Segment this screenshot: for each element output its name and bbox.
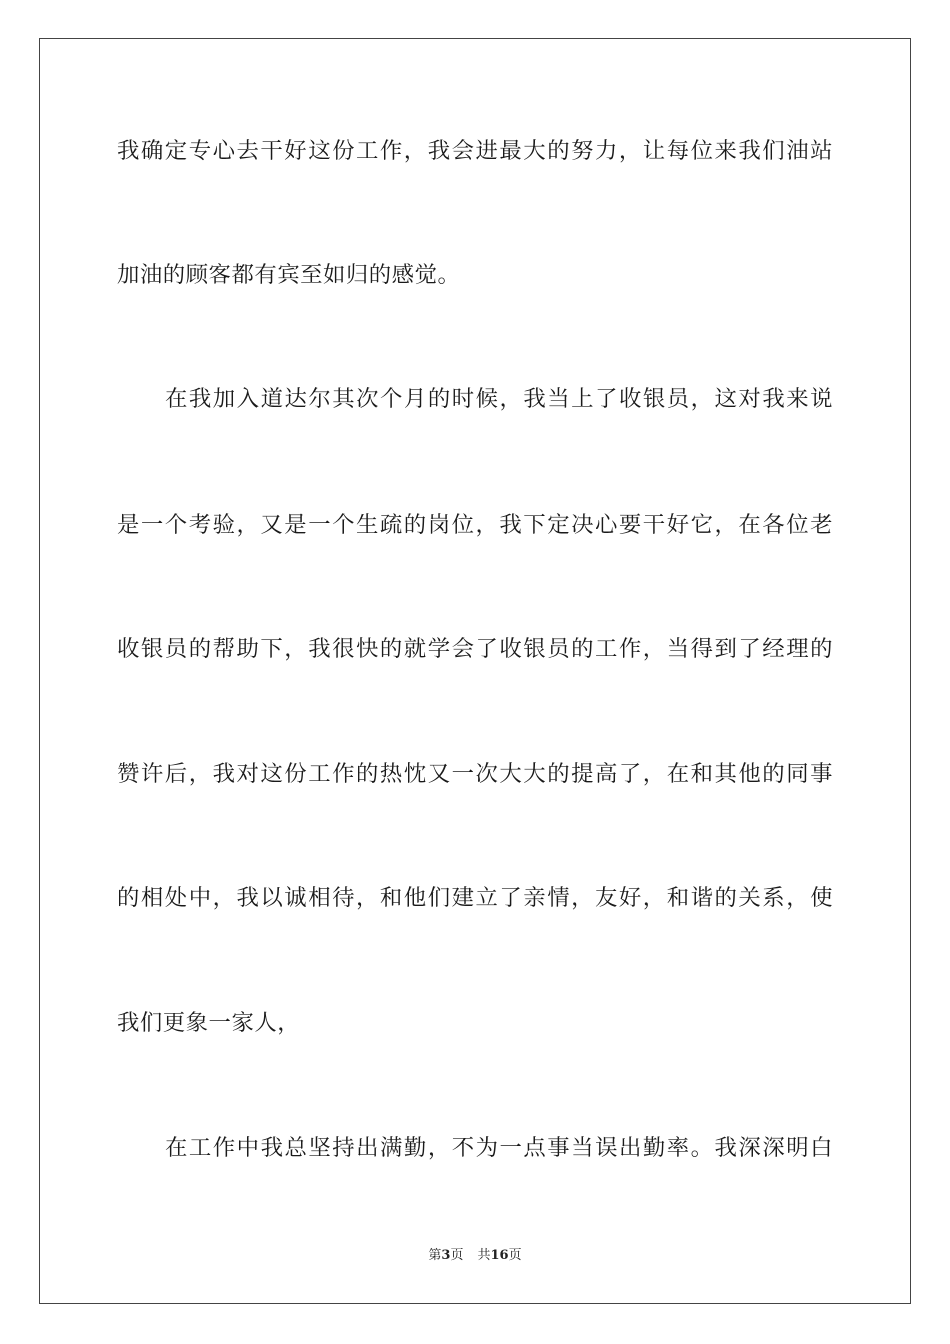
body-line-5: 收银员的帮助下，我很快的就学会了收银员的工作，当得到了经理的 (117, 636, 833, 662)
footer-page-suffix: 页 (450, 1248, 464, 1263)
footer-total-suffix: 页 (508, 1248, 522, 1263)
footer-page-number: 3 (441, 1248, 451, 1263)
body-line-3: 在我加入道达尔其次个月的时候，我当上了收银员，这对我来说 (165, 386, 833, 412)
page-border (39, 38, 911, 1304)
page-footer (0, 1247, 950, 1265)
footer-total-prefix: 共 (477, 1248, 491, 1263)
footer-page-prefix: 第 (428, 1248, 442, 1263)
body-line-6: 赞许后，我对这份工作的热忱又一次大大的提高了，在和其他的同事 (117, 761, 833, 787)
body-line-9: 在工作中我总坚持出满勤，不为一点事当误出勤率。我深深明白 (165, 1135, 833, 1161)
body-line-4: 是一个考验，又是一个生疏的岗位，我下定决心要干好它，在各位老 (117, 512, 833, 538)
body-line-8: 我们更象一家人， (117, 1010, 301, 1036)
body-line-7: 的相处中，我以诚相待，和他们建立了亲情，友好，和谐的关系，使 (117, 885, 833, 911)
body-line-1: 我确定专心去干好这份工作，我会进最大的努力，让每位来我们油站 (117, 138, 833, 164)
footer-total-number: 16 (490, 1248, 509, 1263)
body-line-2: 加油的顾客都有宾至如归的感觉。 (117, 262, 461, 288)
